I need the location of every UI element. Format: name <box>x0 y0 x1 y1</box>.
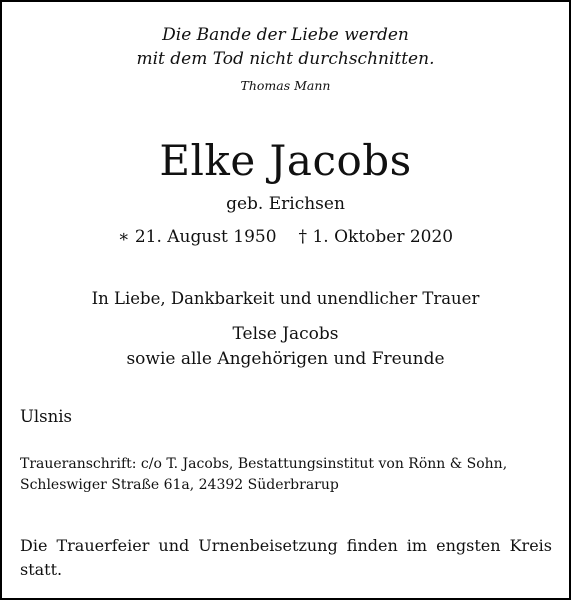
life-dates <box>2 226 569 248</box>
place: Ulsnis <box>20 407 73 426</box>
birth-name: geb. Erichsen <box>226 194 345 214</box>
deceased-name: Elke Jacobs <box>159 136 412 185</box>
mourning-text: In Liebe, Dankbarkeit und unendlicher Trauer <box>91 289 480 308</box>
mourner-line-1: Telse Jacobs <box>232 324 339 344</box>
mourning-address: Traueranschrift: c/o T. Jacobs, Bestattungsinstitut von Rönn & Sohn, Schleswiger Straße 61a, 24392 Süderbrarup <box>20 456 508 493</box>
mourner-line-2: sowie alle Angehörigen und Freunde <box>126 349 445 369</box>
birth-date: ∗ 21. August 1950 <box>117 227 277 247</box>
ceremony-info: Die Trauerfeier und Urnenbeisetzung finden im engsten Kreis statt. <box>20 536 552 579</box>
quote <box>2 23 569 71</box>
mourners <box>2 322 569 372</box>
death-date: † 1. Oktober 2020 <box>298 227 454 247</box>
quote-author: Thomas Mann <box>240 78 331 93</box>
quote-line-1: Die Bande der Liebe werden <box>162 25 409 45</box>
quote-line-2: mit dem Tod nicht durchschnitten. <box>136 49 435 69</box>
